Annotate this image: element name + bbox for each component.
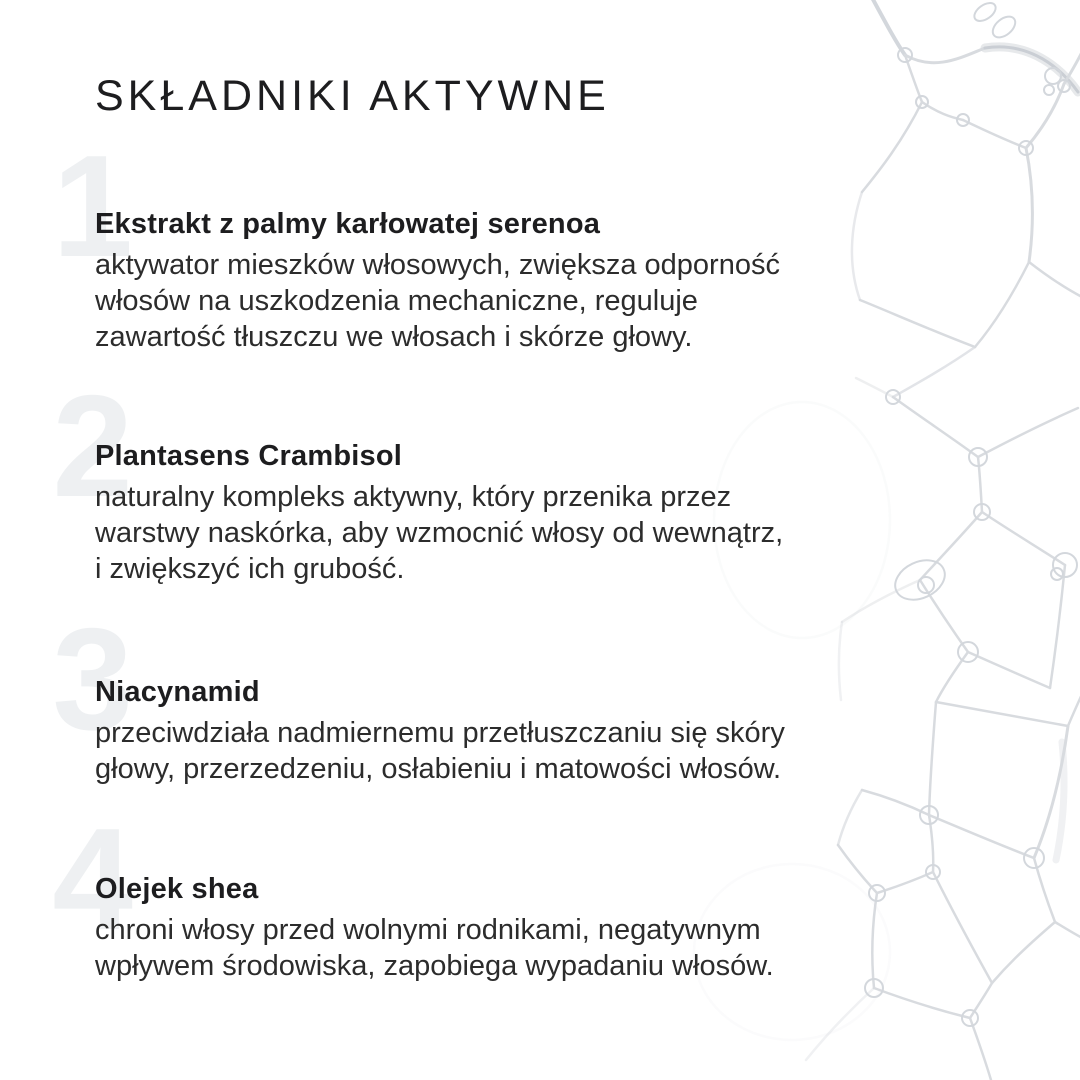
item-2-ghost-number: 2 xyxy=(52,365,133,527)
item-1-ghost-number: 1 xyxy=(52,125,133,287)
description-line: głowy, przerzedzeniu, osłabieniu i matowości włosów. xyxy=(95,753,782,785)
description-line: aktywator mieszków włosowych, zwiększa odporność xyxy=(95,249,780,281)
item-1-name: Ekstrakt z palmy karłowatej serenoa xyxy=(95,208,601,240)
item-3-description xyxy=(95,715,785,787)
description-line: zawartość tłuszczu we włosach i skórze głowy. xyxy=(95,321,693,353)
item-2-name: Plantasens Crambisol xyxy=(95,440,402,472)
item-3-ghost-number: 3 xyxy=(52,598,133,760)
item-3-name: Niacynamid xyxy=(95,676,260,708)
item-1-description xyxy=(95,247,780,355)
description-line: włosów na uszkodzenia mechaniczne, reguluje xyxy=(95,285,698,317)
page-title: SKŁADNIKI AKTYWNE xyxy=(95,72,610,120)
item-4-name: Olejek shea xyxy=(95,873,259,905)
description-line: chroni włosy przed wolnymi rodnikami, negatywnym xyxy=(95,914,761,946)
ingredient-item-3 xyxy=(95,674,785,787)
description-line: naturalny kompleks aktywny, który przenika przez xyxy=(95,481,732,513)
ingredient-item-2 xyxy=(95,438,783,587)
ingredient-item-1 xyxy=(95,206,780,355)
ingredient-item-4 xyxy=(95,871,774,984)
description-line: przeciwdziała nadmiernemu przetłuszczaniu się skóry xyxy=(95,717,785,749)
description-line: wpływem środowiska, zapobiega wypadaniu włosów. xyxy=(95,950,774,982)
item-2-description xyxy=(95,479,783,587)
description-line: i zwiększyć ich grubość. xyxy=(95,553,405,585)
item-4-description xyxy=(95,912,774,984)
item-4-ghost-number: 4 xyxy=(52,798,133,960)
description-line: warstwy naskórka, aby wzmocnić włosy od wewnątrz, xyxy=(95,517,784,549)
